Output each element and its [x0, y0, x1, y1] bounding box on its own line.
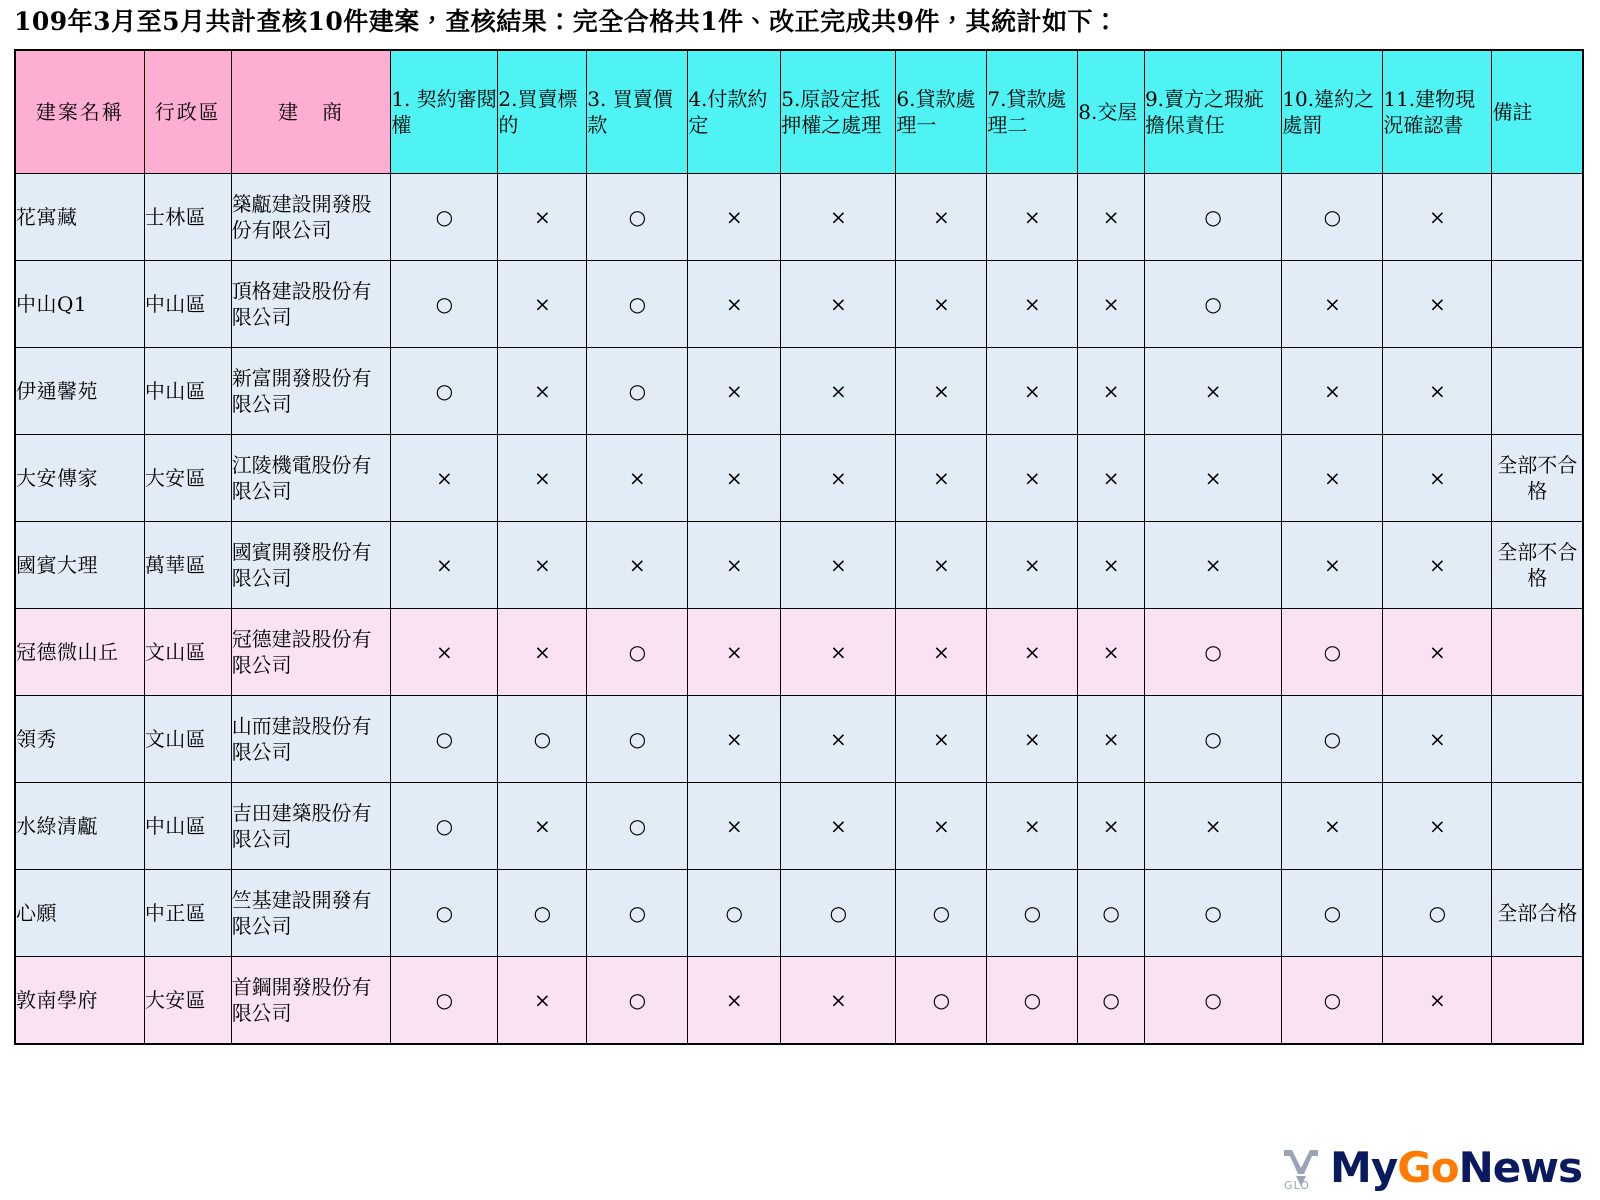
glo-label: GLO	[1284, 1178, 1310, 1192]
cell-result-9: ○	[1144, 957, 1281, 1045]
cell-result-6: ×	[896, 609, 987, 696]
cell-note	[1492, 261, 1583, 348]
cell-result-10: ×	[1282, 783, 1383, 870]
wordmark-go: Go	[1397, 1143, 1459, 1192]
cell-district: 萬華區	[144, 522, 231, 609]
cell-result-7: ×	[987, 261, 1078, 348]
cell-result-2: ×	[498, 609, 587, 696]
cell-result-4: ×	[688, 261, 781, 348]
cell-result-3: ○	[587, 783, 688, 870]
table-header-row	[15, 50, 1583, 174]
cell-result-8: ×	[1078, 435, 1145, 522]
cell-district: 中正區	[144, 870, 231, 957]
mygonews-watermark	[1278, 1143, 1582, 1192]
cell-result-11: ×	[1383, 609, 1492, 696]
cell-result-10: ×	[1282, 522, 1383, 609]
cell-project-name: 領秀	[15, 696, 144, 783]
cell-result-7: ×	[987, 522, 1078, 609]
cell-result-8: ×	[1078, 783, 1145, 870]
cell-result-2: ×	[498, 957, 587, 1045]
cell-result-8: ○	[1078, 957, 1145, 1045]
cell-result-4: ×	[688, 957, 781, 1045]
cell-result-10: ×	[1282, 261, 1383, 348]
cell-district: 文山區	[144, 696, 231, 783]
cell-note: 全部合格	[1492, 870, 1583, 957]
cell-district: 士林區	[144, 174, 231, 261]
cell-result-3: ○	[587, 261, 688, 348]
cell-result-3: ○	[587, 957, 688, 1045]
cell-result-5: ○	[781, 870, 896, 957]
cell-result-8: ×	[1078, 261, 1145, 348]
cell-builder: 新富開發股份有限公司	[231, 348, 391, 435]
cell-result-5: ×	[781, 348, 896, 435]
cell-result-2: ○	[498, 696, 587, 783]
cell-result-4: ×	[688, 609, 781, 696]
cell-result-7: ×	[987, 696, 1078, 783]
cell-result-1: ×	[391, 522, 498, 609]
cell-builder: 國賓開發股份有限公司	[231, 522, 391, 609]
cell-result-5: ×	[781, 609, 896, 696]
table-row	[15, 783, 1583, 870]
cell-result-2: ×	[498, 348, 587, 435]
page-title: 109年3月至5月共計查核10件建案，查核結果：完全合格共1件、改正完成共9件，其統計如下：	[14, 7, 1119, 36]
cell-result-4: ×	[688, 435, 781, 522]
cell-builder: 頂格建設股份有限公司	[231, 261, 391, 348]
cell-result-8: ×	[1078, 522, 1145, 609]
cell-result-7: ×	[987, 783, 1078, 870]
cell-result-11: ×	[1383, 522, 1492, 609]
cell-note: 全部不合格	[1492, 522, 1583, 609]
cell-result-6: ○	[896, 957, 987, 1045]
header-project-name: 建案名稱	[15, 50, 144, 174]
cell-result-3: ×	[587, 435, 688, 522]
cell-project-name: 冠德微山丘	[15, 609, 144, 696]
cell-result-5: ×	[781, 783, 896, 870]
cell-project-name: 心願	[15, 870, 144, 957]
cell-result-9: ○	[1144, 261, 1281, 348]
cell-result-10: ○	[1282, 696, 1383, 783]
cell-result-9: ×	[1144, 783, 1281, 870]
cell-result-8: ×	[1078, 609, 1145, 696]
cell-result-10: ○	[1282, 174, 1383, 261]
wordmark-my: My	[1330, 1143, 1398, 1192]
cell-district: 大安區	[144, 957, 231, 1045]
cell-note	[1492, 696, 1583, 783]
cell-result-10: ×	[1282, 435, 1383, 522]
cell-result-6: ○	[896, 870, 987, 957]
cell-result-5: ×	[781, 435, 896, 522]
cell-result-3: ○	[587, 174, 688, 261]
cell-project-name: 國賓大理	[15, 522, 144, 609]
table-body	[15, 174, 1583, 1045]
cell-result-3: ○	[587, 609, 688, 696]
cell-project-name: 水綠清甗	[15, 783, 144, 870]
table-row	[15, 609, 1583, 696]
table-row	[15, 348, 1583, 435]
mygonews-wordmark	[1330, 1143, 1582, 1192]
mygonews-logo-icon	[1278, 1146, 1324, 1190]
cell-result-6: ×	[896, 261, 987, 348]
cell-result-2: ×	[498, 783, 587, 870]
cell-result-8: ×	[1078, 174, 1145, 261]
cell-result-2: ○	[498, 870, 587, 957]
cell-result-11: ×	[1383, 783, 1492, 870]
cell-result-5: ×	[781, 174, 896, 261]
cell-result-10: ○	[1282, 609, 1383, 696]
cell-result-9: ×	[1144, 522, 1281, 609]
cell-builder: 山而建設股份有限公司	[231, 696, 391, 783]
cell-result-5: ×	[781, 261, 896, 348]
cell-result-9: ×	[1144, 435, 1281, 522]
cell-result-10: ○	[1282, 870, 1383, 957]
cell-result-2: ×	[498, 435, 587, 522]
cell-note	[1492, 783, 1583, 870]
cell-result-9: ○	[1144, 696, 1281, 783]
cell-result-3: ○	[587, 348, 688, 435]
cell-project-name: 大安傳家	[15, 435, 144, 522]
cell-result-4: ○	[688, 870, 781, 957]
header-item-2: 2.買賣標的	[498, 50, 587, 174]
cell-result-6: ×	[896, 783, 987, 870]
cell-result-11: ×	[1383, 957, 1492, 1045]
cell-result-4: ×	[688, 783, 781, 870]
cell-note	[1492, 957, 1583, 1045]
cell-result-7: ○	[987, 957, 1078, 1045]
cell-builder: 竺基建設開發有限公司	[231, 870, 391, 957]
header-note: 備註	[1492, 50, 1583, 174]
cell-result-10: ○	[1282, 957, 1383, 1045]
table-row	[15, 435, 1583, 522]
cell-project-name: 伊通馨苑	[15, 348, 144, 435]
header-item-8: 8.交屋	[1078, 50, 1145, 174]
cell-result-7: ×	[987, 348, 1078, 435]
cell-result-1: ○	[391, 957, 498, 1045]
header-item-6: 6.貸款處理一	[896, 50, 987, 174]
cell-result-7: ×	[987, 174, 1078, 261]
header-item-4: 4.付款約定	[688, 50, 781, 174]
cell-builder: 首鋼開發股份有限公司	[231, 957, 391, 1045]
header-item-5: 5.原設定抵押權之處理	[781, 50, 896, 174]
cell-result-2: ×	[498, 174, 587, 261]
cell-result-8: ×	[1078, 696, 1145, 783]
table-row	[15, 870, 1583, 957]
cell-result-8: ○	[1078, 870, 1145, 957]
cell-district: 文山區	[144, 609, 231, 696]
header-item-1: 1. 契約審閱權	[391, 50, 498, 174]
cell-district: 中山區	[144, 783, 231, 870]
wordmark-news: News	[1458, 1143, 1582, 1192]
cell-result-1: ○	[391, 348, 498, 435]
cell-result-7: ○	[987, 870, 1078, 957]
cell-note: 全部不合格	[1492, 435, 1583, 522]
table-row	[15, 696, 1583, 783]
cell-result-9: ○	[1144, 870, 1281, 957]
cell-result-9: ○	[1144, 174, 1281, 261]
cell-result-1: ○	[391, 696, 498, 783]
cell-result-1: ×	[391, 609, 498, 696]
cell-result-1: ○	[391, 174, 498, 261]
cell-result-1: ○	[391, 261, 498, 348]
cell-project-name: 敦南學府	[15, 957, 144, 1045]
cell-project-name: 花寓藏	[15, 174, 144, 261]
cell-result-11: ×	[1383, 174, 1492, 261]
cell-result-1: ×	[391, 435, 498, 522]
cell-result-3: ○	[587, 696, 688, 783]
cell-project-name: 中山Q1	[15, 261, 144, 348]
table-row	[15, 174, 1583, 261]
cell-district: 中山區	[144, 261, 231, 348]
header-builder: 建 商	[231, 50, 391, 174]
header-item-7: 7.貸款處理二	[987, 50, 1078, 174]
header-item-9: 9.賣方之瑕疵擔保責任	[1144, 50, 1281, 174]
cell-result-2: ×	[498, 522, 587, 609]
cell-result-4: ×	[688, 348, 781, 435]
cell-note	[1492, 348, 1583, 435]
cell-result-7: ×	[987, 435, 1078, 522]
cell-result-6: ×	[896, 522, 987, 609]
cell-result-7: ×	[987, 609, 1078, 696]
header-item-10: 10.違約之處罰	[1282, 50, 1383, 174]
table-row	[15, 522, 1583, 609]
cell-result-5: ×	[781, 522, 896, 609]
cell-result-6: ×	[896, 696, 987, 783]
table-row	[15, 261, 1583, 348]
cell-result-2: ×	[498, 261, 587, 348]
cell-result-9: ○	[1144, 609, 1281, 696]
header-item-3: 3. 買賣價款	[587, 50, 688, 174]
cell-district: 中山區	[144, 348, 231, 435]
cell-note	[1492, 609, 1583, 696]
cell-result-6: ×	[896, 435, 987, 522]
cell-builder: 吉田建築股份有限公司	[231, 783, 391, 870]
cell-builder: 築甗建設開發股份有限公司	[231, 174, 391, 261]
cell-result-10: ×	[1282, 348, 1383, 435]
table-row	[15, 957, 1583, 1045]
cell-result-1: ○	[391, 870, 498, 957]
cell-result-9: ×	[1144, 348, 1281, 435]
cell-result-4: ×	[688, 696, 781, 783]
cell-result-11: ○	[1383, 870, 1492, 957]
cell-note	[1492, 174, 1583, 261]
cell-result-11: ×	[1383, 435, 1492, 522]
cell-builder: 江陵機電股份有限公司	[231, 435, 391, 522]
cell-result-4: ×	[688, 522, 781, 609]
cell-builder: 冠德建設股份有限公司	[231, 609, 391, 696]
cell-result-11: ×	[1383, 261, 1492, 348]
cell-result-6: ×	[896, 348, 987, 435]
cell-result-5: ×	[781, 957, 896, 1045]
cell-result-11: ×	[1383, 348, 1492, 435]
cell-result-6: ×	[896, 174, 987, 261]
cell-result-5: ×	[781, 696, 896, 783]
cell-result-3: ×	[587, 522, 688, 609]
cell-result-8: ×	[1078, 348, 1145, 435]
cell-result-3: ○	[587, 870, 688, 957]
header-district: 行政區	[144, 50, 231, 174]
cell-district: 大安區	[144, 435, 231, 522]
cell-result-1: ○	[391, 783, 498, 870]
audit-results-table	[14, 49, 1584, 1045]
header-item-11: 11.建物現況確認書	[1383, 50, 1492, 174]
cell-result-11: ×	[1383, 696, 1492, 783]
cell-result-4: ×	[688, 174, 781, 261]
